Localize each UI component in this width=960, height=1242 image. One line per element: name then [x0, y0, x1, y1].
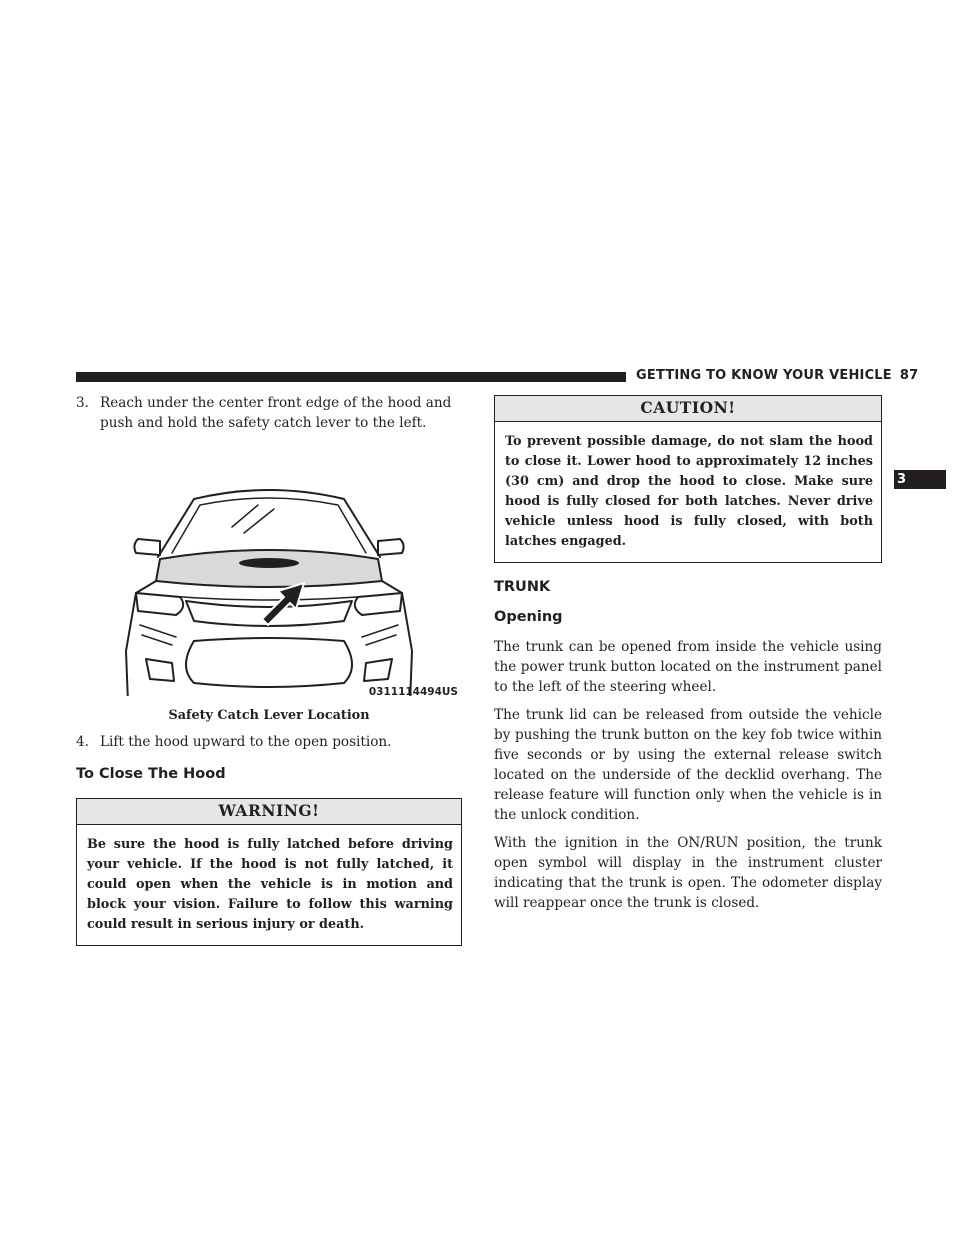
safety-catch-figure [76, 441, 462, 696]
car-front-illustration [76, 441, 462, 696]
right-column [494, 395, 882, 913]
page-number: 87 [899, 368, 919, 383]
caution-title: CAUTION! [495, 396, 881, 422]
opening-heading: Opening [494, 609, 563, 625]
step-4 [76, 732, 462, 752]
trunk-heading: TRUNK [494, 579, 551, 595]
running-header [636, 368, 918, 383]
left-column [76, 393, 462, 946]
section-title: GETTING TO KNOW YOUR VEHICLE [636, 368, 892, 383]
caution-box [494, 395, 882, 563]
trunk-paragraph-1: The trunk can be opened from inside the vehicle using the power trunk button located on the instrument panel to the left of the steering wheel. [494, 639, 882, 695]
chapter-tab: 3 [894, 470, 946, 489]
step-number: 4. [76, 734, 89, 750]
figure-id: 0311114494US [368, 686, 458, 698]
warning-text: Be sure the hood is fully latched before driving your vehicle. If the hood is not fully latched, it could open when the vehicle is in motion and block your vision. Failure to follow this warning could result in serious injury or death. [87, 837, 453, 932]
figure-caption: Safety Catch Lever Location [168, 708, 370, 723]
step-text: Lift the hood upward to the open position. [100, 734, 392, 750]
pointer-arrow [262, 583, 304, 625]
warning-box [76, 798, 462, 946]
trunk-paragraph-3: With the ignition in the ON/RUN position, the trunk open symbol will display in the instrument cluster indicating that the trunk is open. The odometer display will reappear once the trunk is closed. [494, 835, 882, 911]
caution-text: To prevent possible damage, do not slam the hood to close it. Lower hood to approximately 12 inches (30 cm) and drop the hood to close. Make sure hood is fully closed for both latches. Never drive vehicle unless hood is fully closed, with both latches engaged. [505, 434, 873, 549]
step-number: 3. [76, 395, 89, 411]
header-rule [76, 372, 626, 382]
step-3 [76, 393, 462, 433]
step-text: Reach under the center front edge of the hood and push and hold the safety catch lever to the left. [100, 395, 452, 431]
warning-title: WARNING! [77, 799, 461, 825]
trunk-paragraph-2: The trunk lid can be released from outside the vehicle by pushing the trunk button on the key fob twice within five seconds or by using the external release switch located on the underside of the decklid overhang. The release feature will function only when the vehicle is in the unlock condition. [494, 707, 882, 823]
close-hood-heading: To Close The Hood [76, 766, 226, 782]
